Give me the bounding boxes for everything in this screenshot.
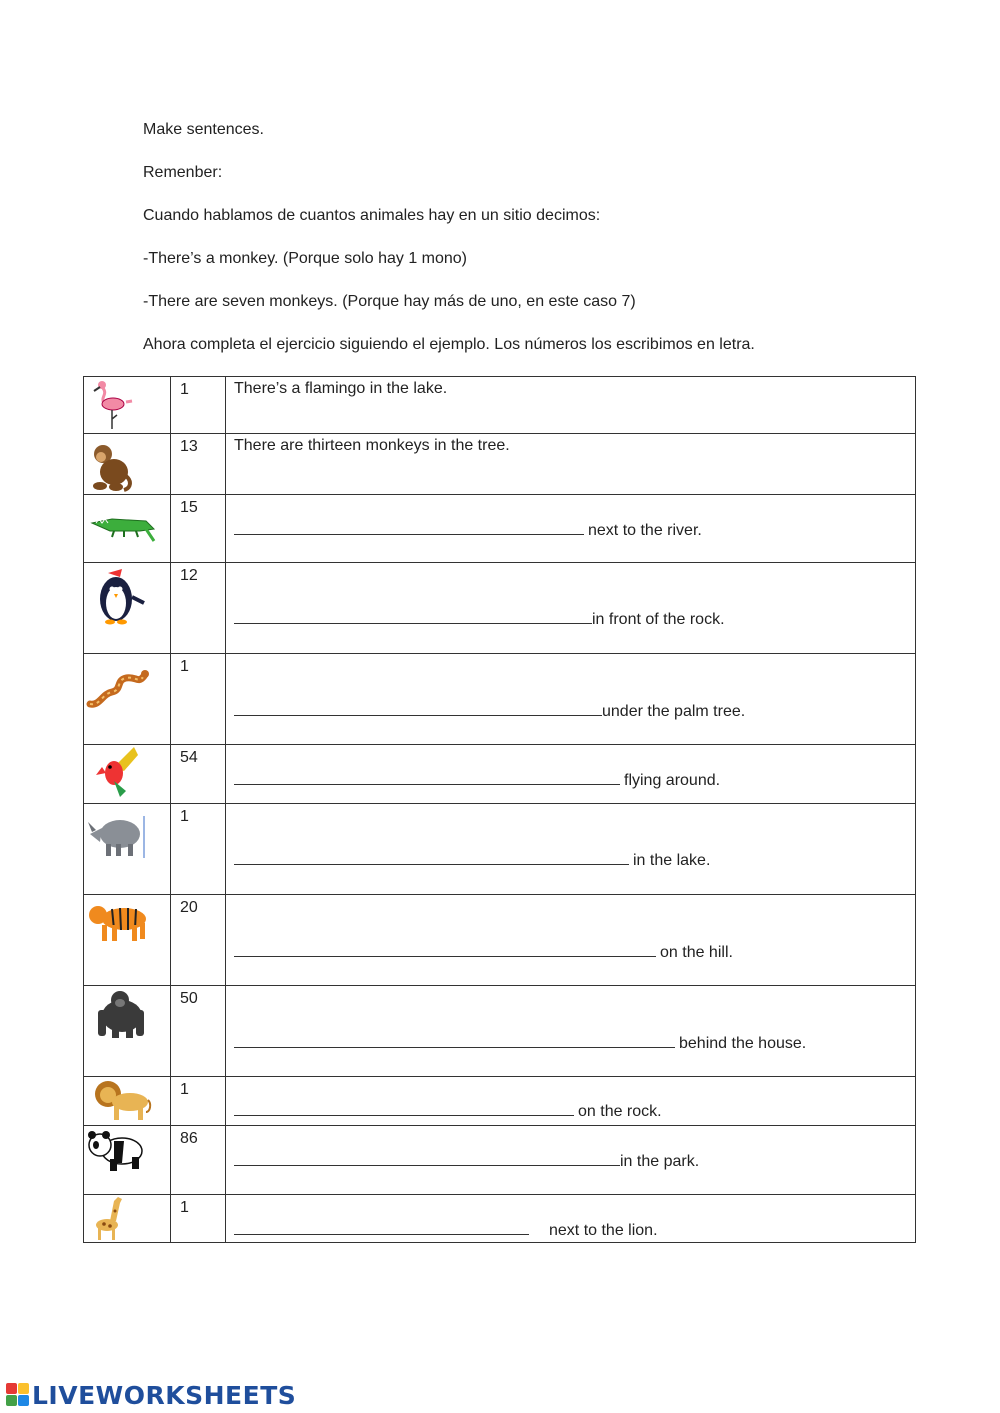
- giraffe-icon: [90, 1195, 130, 1241]
- answer-blank[interactable]: [234, 770, 620, 785]
- instruction-task: Ahora completa el ejercicio siguiendo el ejemplo. Los números los escribimos en letra.: [143, 336, 755, 353]
- brand-name: LIVEWORKSHEETS: [32, 1380, 297, 1410]
- table-row: [84, 563, 916, 654]
- table-row: [84, 495, 916, 563]
- table-row: [84, 1126, 916, 1195]
- answer-line: [234, 520, 702, 540]
- answer-line: [234, 1033, 806, 1053]
- number-cell: 20: [171, 895, 226, 986]
- sentence-ending: in the lake.: [633, 852, 711, 869]
- liveworksheets-logo: [6, 1380, 296, 1410]
- number-cell: 12: [171, 563, 226, 654]
- parrot-icon: [94, 745, 150, 799]
- crocodile-icon: [90, 507, 156, 547]
- sentence-ending: on the hill.: [660, 944, 733, 961]
- instruction-remember: Remenber:: [143, 164, 223, 181]
- instruction-example-plural: -There are seven monkeys. (Porque hay más de uno, en este caso 7): [143, 293, 636, 310]
- table-row: [84, 745, 916, 804]
- number-cell: 1: [171, 1077, 226, 1126]
- sentence-ending: under the palm tree.: [602, 703, 746, 720]
- animal-cell: [84, 377, 171, 434]
- answer-blank[interactable]: [234, 520, 584, 535]
- panda-icon: [86, 1127, 148, 1173]
- number-cell: 1: [171, 804, 226, 895]
- example-sentence: There are thirteen monkeys in the tree.: [234, 437, 510, 454]
- table-row: [84, 1195, 916, 1243]
- table-row: [84, 654, 916, 745]
- table-row: [84, 986, 916, 1077]
- answer-blank[interactable]: [234, 850, 629, 865]
- monkey-icon: [86, 436, 136, 492]
- answer-blank[interactable]: [234, 1151, 620, 1166]
- snake-icon: [86, 660, 152, 710]
- sentence-ending: on the rock.: [578, 1103, 662, 1120]
- table-row: [84, 377, 916, 434]
- instruction-example-singular: -There’s a monkey. (Porque solo hay 1 mono): [143, 250, 468, 267]
- number-cell: 1: [171, 654, 226, 745]
- answer-line: [234, 701, 745, 721]
- number-cell: 54: [171, 745, 226, 804]
- penguin-icon: [90, 567, 146, 627]
- sentence-ending: in the park.: [620, 1153, 700, 1170]
- sentence-ending: in front of the rock.: [592, 611, 725, 628]
- sentence-ending: next to the lion.: [549, 1222, 658, 1239]
- answer-line: [234, 609, 725, 629]
- number-cell: 1: [171, 377, 226, 434]
- instruction-title: Make sentences.: [143, 121, 264, 138]
- answer-line: [234, 770, 720, 790]
- sentence-cell: [226, 377, 916, 434]
- answer-line: [234, 1220, 658, 1240]
- rhino-icon: [86, 810, 146, 860]
- table-row: [84, 895, 916, 986]
- answer-line: [234, 850, 710, 870]
- number-cell: 15: [171, 495, 226, 563]
- example-sentence: There’s a flamingo in the lake.: [234, 380, 448, 397]
- answer-blank[interactable]: [234, 1220, 529, 1235]
- sentence-ending: behind the house.: [679, 1035, 807, 1052]
- answer-blank[interactable]: [234, 609, 592, 624]
- tiger-icon: [86, 897, 152, 947]
- exercise-table: [83, 376, 916, 1243]
- flamingo-icon: [86, 379, 136, 431]
- number-cell: 86: [171, 1126, 226, 1195]
- answer-blank[interactable]: [234, 942, 656, 957]
- number-cell: 13: [171, 434, 226, 495]
- table-row: [84, 434, 916, 495]
- answer-line: [234, 1101, 662, 1121]
- lion-icon: [92, 1078, 154, 1124]
- table-row: [84, 804, 916, 895]
- table-row: [84, 1077, 916, 1126]
- gorilla-icon: [90, 988, 152, 1040]
- sentence-ending: next to the river.: [588, 522, 702, 539]
- answer-line: [234, 942, 733, 962]
- number-cell: 50: [171, 986, 226, 1077]
- number-cell: 1: [171, 1195, 226, 1243]
- answer-line: [234, 1151, 699, 1171]
- logo-icon: [6, 1383, 30, 1407]
- sentence-ending: flying around.: [624, 772, 721, 789]
- answer-blank[interactable]: [234, 701, 602, 716]
- instruction-explanation: Cuando hablamos de cuantos animales hay en un sitio decimos:: [143, 207, 601, 224]
- answer-blank[interactable]: [234, 1101, 574, 1116]
- answer-blank[interactable]: [234, 1033, 675, 1048]
